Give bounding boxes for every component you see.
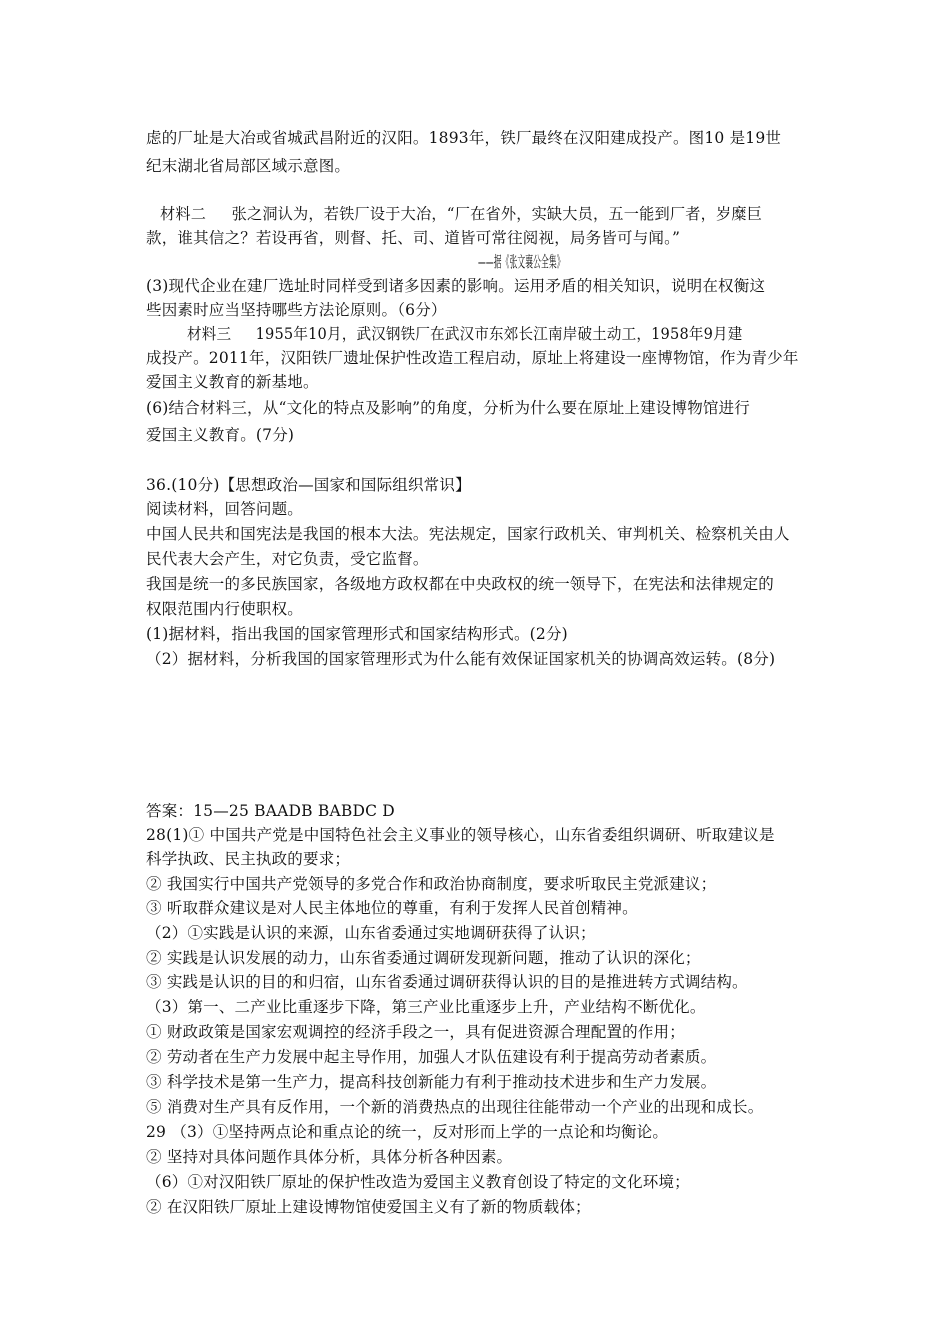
answer-29-6-line-2: ② 在汉阳铁厂原址上建设博物馆使爱国主义有了新的物质载体； xyxy=(146,1198,591,1216)
intro-line-2: 纪末湖北省局部区域示意图。 xyxy=(146,157,351,175)
intro-line-1: 虑的厂址是大冶或省城武昌附近的汉阳。1893年，铁厂最终在汉阳建成投产。图10 是19世 xyxy=(146,129,782,147)
answer-28-2-line-3: ③ 实践是认识的目的和归宿，山东省委通过调研获得认识的目的是推进转方式调结构。 xyxy=(146,973,748,991)
material2-source: ——据《张文襄公全集》 xyxy=(478,253,565,271)
q6-line-1: (6)结合材料三，从“文化的特点及影响”的角度，分析为什么要在原址上建设博物馆进行 xyxy=(146,399,751,417)
q36-paragraph-1-line-2: 民代表大会产生，对它负责，受它监督。 xyxy=(146,550,429,568)
answer-28-3-line-1: （3）第一、二产业比重逐步下降，第三产业比重逐步上升，产业结构不断优化。 xyxy=(146,998,706,1016)
answer-29-3-line-2: ② 坚持对具体问题作具体分析，具体分析各种因素。 xyxy=(146,1148,513,1166)
q36-title: 36.(10分)【思想政治—国家和国际组织常识】 xyxy=(146,476,471,494)
answer-28-2-line-2: ② 实践是认识发展的动力，山东省委通过调研发现新问题，推动了认识的深化； xyxy=(146,949,701,967)
answer-29-3-line-1: 29 （3）①坚持两点论和重点论的统一，反对形而上学的一点论和均衡论。 xyxy=(146,1123,669,1141)
material3-line-3: 爱国主义教育的新基地。 xyxy=(146,373,319,391)
q36-sub-question-1: (1)据材料，指出我国的国家管理形式和国家结构形式。(2分) xyxy=(146,625,568,643)
answer-28-1-line-3: ② 我国实行中国共产党领导的多党合作和政治协商制度，要求听取民主党派建议； xyxy=(146,875,717,893)
answer-28-3-line-4: ③ 科学技术是第一生产力，提高科技创新能力有利于推动技术进步和生产力发展。 xyxy=(146,1073,717,1091)
q36-sub-question-2: （2）据材料，分析我国的国家管理形式为什么能有效保证国家机关的协调高效运转。(8分) xyxy=(146,650,776,668)
q6-line-2: 爱国主义教育。(7分) xyxy=(146,426,295,444)
answers-header: 答案：15—25 BAADB BABDC D xyxy=(146,802,395,820)
answer-28-2-line-1: （2）①实践是认识的来源，山东省委通过实地调研获得了认识； xyxy=(146,924,596,942)
answer-28-3-line-2: ① 财政政策是国家宏观调控的经济手段之一，具有促进资源合理配置的作用； xyxy=(146,1023,685,1041)
answer-28-1-line-4: ③ 听取群众建议是对人民主体地位的尊重，有利于发挥人民首创精神。 xyxy=(146,899,638,917)
q36-paragraph-2-line-1: 我国是统一的多民族国家，各级地方政权都在中央政权的统一领导下，在宪法和法律规定的 xyxy=(146,575,775,593)
answer-29-6-line-1: （6）①对汉阳铁厂原址的保护性改造为爱国主义教育创设了特定的文化环境； xyxy=(146,1173,690,1191)
material2-line-1 xyxy=(160,203,812,225)
material3-text-1: 1955年10月，武汉钢铁厂在武汉市东郊长江南岸破土动工，1958年9月建 xyxy=(255,325,743,343)
q36-paragraph-2-line-2: 权限范围内行使职权。 xyxy=(146,600,304,618)
material3-line-2: 成投产。2011年，汉阳铁厂遗址保护性改造工程启动，原址上将建设一座博物馆，作为青少年 xyxy=(146,349,799,367)
q36-paragraph-1-line-1: 中国人民共和国宪法是我国的根本大法。宪法规定，国家行政机关、审判机关、检察机关由人 xyxy=(146,525,790,543)
material2-line-2: 款，谁其信之？若设再省，则督、托、司、道皆可常往阅视，局务皆可与闻。” xyxy=(146,229,681,247)
answer-28-3-line-5: ⑤ 消费对生产具有反作用，一个新的消费热点的出现往往能带动一个产业的出现和成长。 xyxy=(146,1098,764,1116)
material3-line-1 xyxy=(187,323,812,345)
answer-28-1-line-2: 科学执政、民主执政的要求； xyxy=(146,850,351,868)
q36-instruction: 阅读材料，回答问题。 xyxy=(146,500,304,518)
material2-text-1: 张之洞认为，若铁厂设于大冶，“厂在省外，实缺大员，五一能到厂者，岁糜巨 xyxy=(231,205,763,223)
q3-line-2: 些因素时应当坚持哪些方法论原则。（6分） xyxy=(146,301,447,319)
q3-line-1: (3)现代企业在建厂选址时同样受到诸多因素的影响。运用矛盾的相关知识，说明在权衡这 xyxy=(146,277,766,295)
material2-label: 材料二 xyxy=(160,205,207,223)
material3-label: 材料三 xyxy=(187,325,232,343)
answer-28-3-line-3: ② 劳动者在生产力发展中起主导作用，加强人才队伍建设有利于提高劳动者素质。 xyxy=(146,1048,717,1066)
answer-28-1-line-1: 28(1)① 中国共产党是中国特色社会主义事业的领导核心，山东省委组织调研、听取建议是 xyxy=(146,826,775,844)
